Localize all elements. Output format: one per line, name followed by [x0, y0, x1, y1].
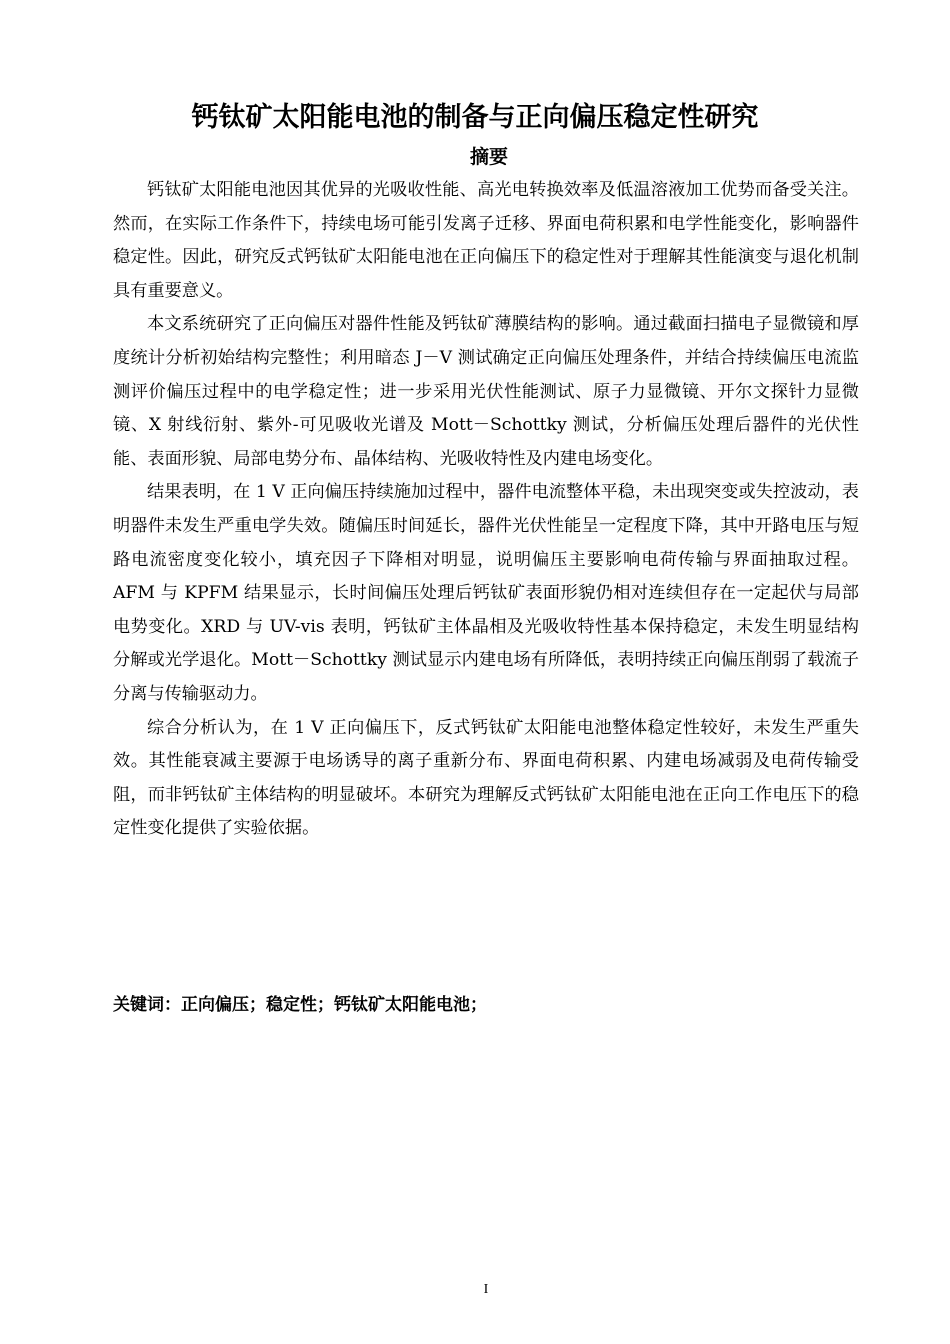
- document-title: 钙钛矿太阳能电池的制备与正向偏压稳定性研究: [191, 102, 759, 133]
- page-number: I: [483, 1282, 489, 1297]
- abstract-body: [113, 174, 859, 846]
- abstract-paragraph: 综合分析认为，在 1 V 正向偏压下，反式钙钛矿太阳能电池整体稳定性较好，未发生严重失效。其性能衰减主要源于电场诱导的离子重新分布、界面电荷积累、内建电场减弱及电荷传输受阻，而非钙钛矿主体结构的明显破坏。本研究为理解反式钙钛矿太阳能电池在正向工作电压下的稳定性变化提供了实验依据。: [113, 717, 859, 839]
- abstract-paragraph: 钙钛矿太阳能电池因其优异的光吸收性能、高光电转换效率及低温溶液加工优势而备受关注。然而，在实际工作条件下，持续电场可能引发离子迁移、界面电荷积累和电学性能变化，影响器件稳定性。因此，研究反式钙钛矿太阳能电池在正向偏压下的稳定性对于理解其性能演变与退化机制具有重要意义。: [113, 180, 859, 301]
- abstract-paragraph: 结果表明，在 1 V 正向偏压持续施加过程中，器件电流整体平稳，未出现突变或失控波动，表明器件未发生严重电学失效。随偏压时间延长，器件光伏性能呈一定程度下降，其中开路电压与短路电流密度变化较小，填充因子下降相对明显，说明偏压主要影响电荷传输与界面抽取过程。AFM 与 KPFM 结果显示，长时间偏压处理后钙钛矿表面形貌仍相对连续但存在一定起伏与局部电势变化。XRD 与 UV-vis 表明，钙钛矿主体晶相及光吸收特性基本保持稳定，未发生明显结构分解或光学退化。Mott－Schottky 测试显示内建电场有所降低，表明持续正向偏压削弱了载流子分离与传输驱动力。: [113, 482, 859, 704]
- keywords-line: 关键词：正向偏压；稳定性；钙钛矿太阳能电池；: [113, 995, 487, 1015]
- abstract-heading: 摘要: [469, 146, 508, 168]
- abstract-paragraph: 本文系统研究了正向偏压对器件性能及钙钛矿薄膜结构的影响。通过截面扫描电子显微镜和厚度统计分析初始结构完整性；利用暗态 J－V 测试确定正向偏压处理条件，并结合持续偏压电流监测评价偏压过程中的电学稳定性；进一步采用光伏性能测试、原子力显微镜、开尔文探针力显微镜、X 射线衍射、紫外-可见吸收光谱及 Mott－Schottky 测试，分析偏压处理后器件的光伏性能、表面形貌、局部电势分布、晶体结构、光吸收特性及内建电场变化。: [113, 314, 859, 469]
